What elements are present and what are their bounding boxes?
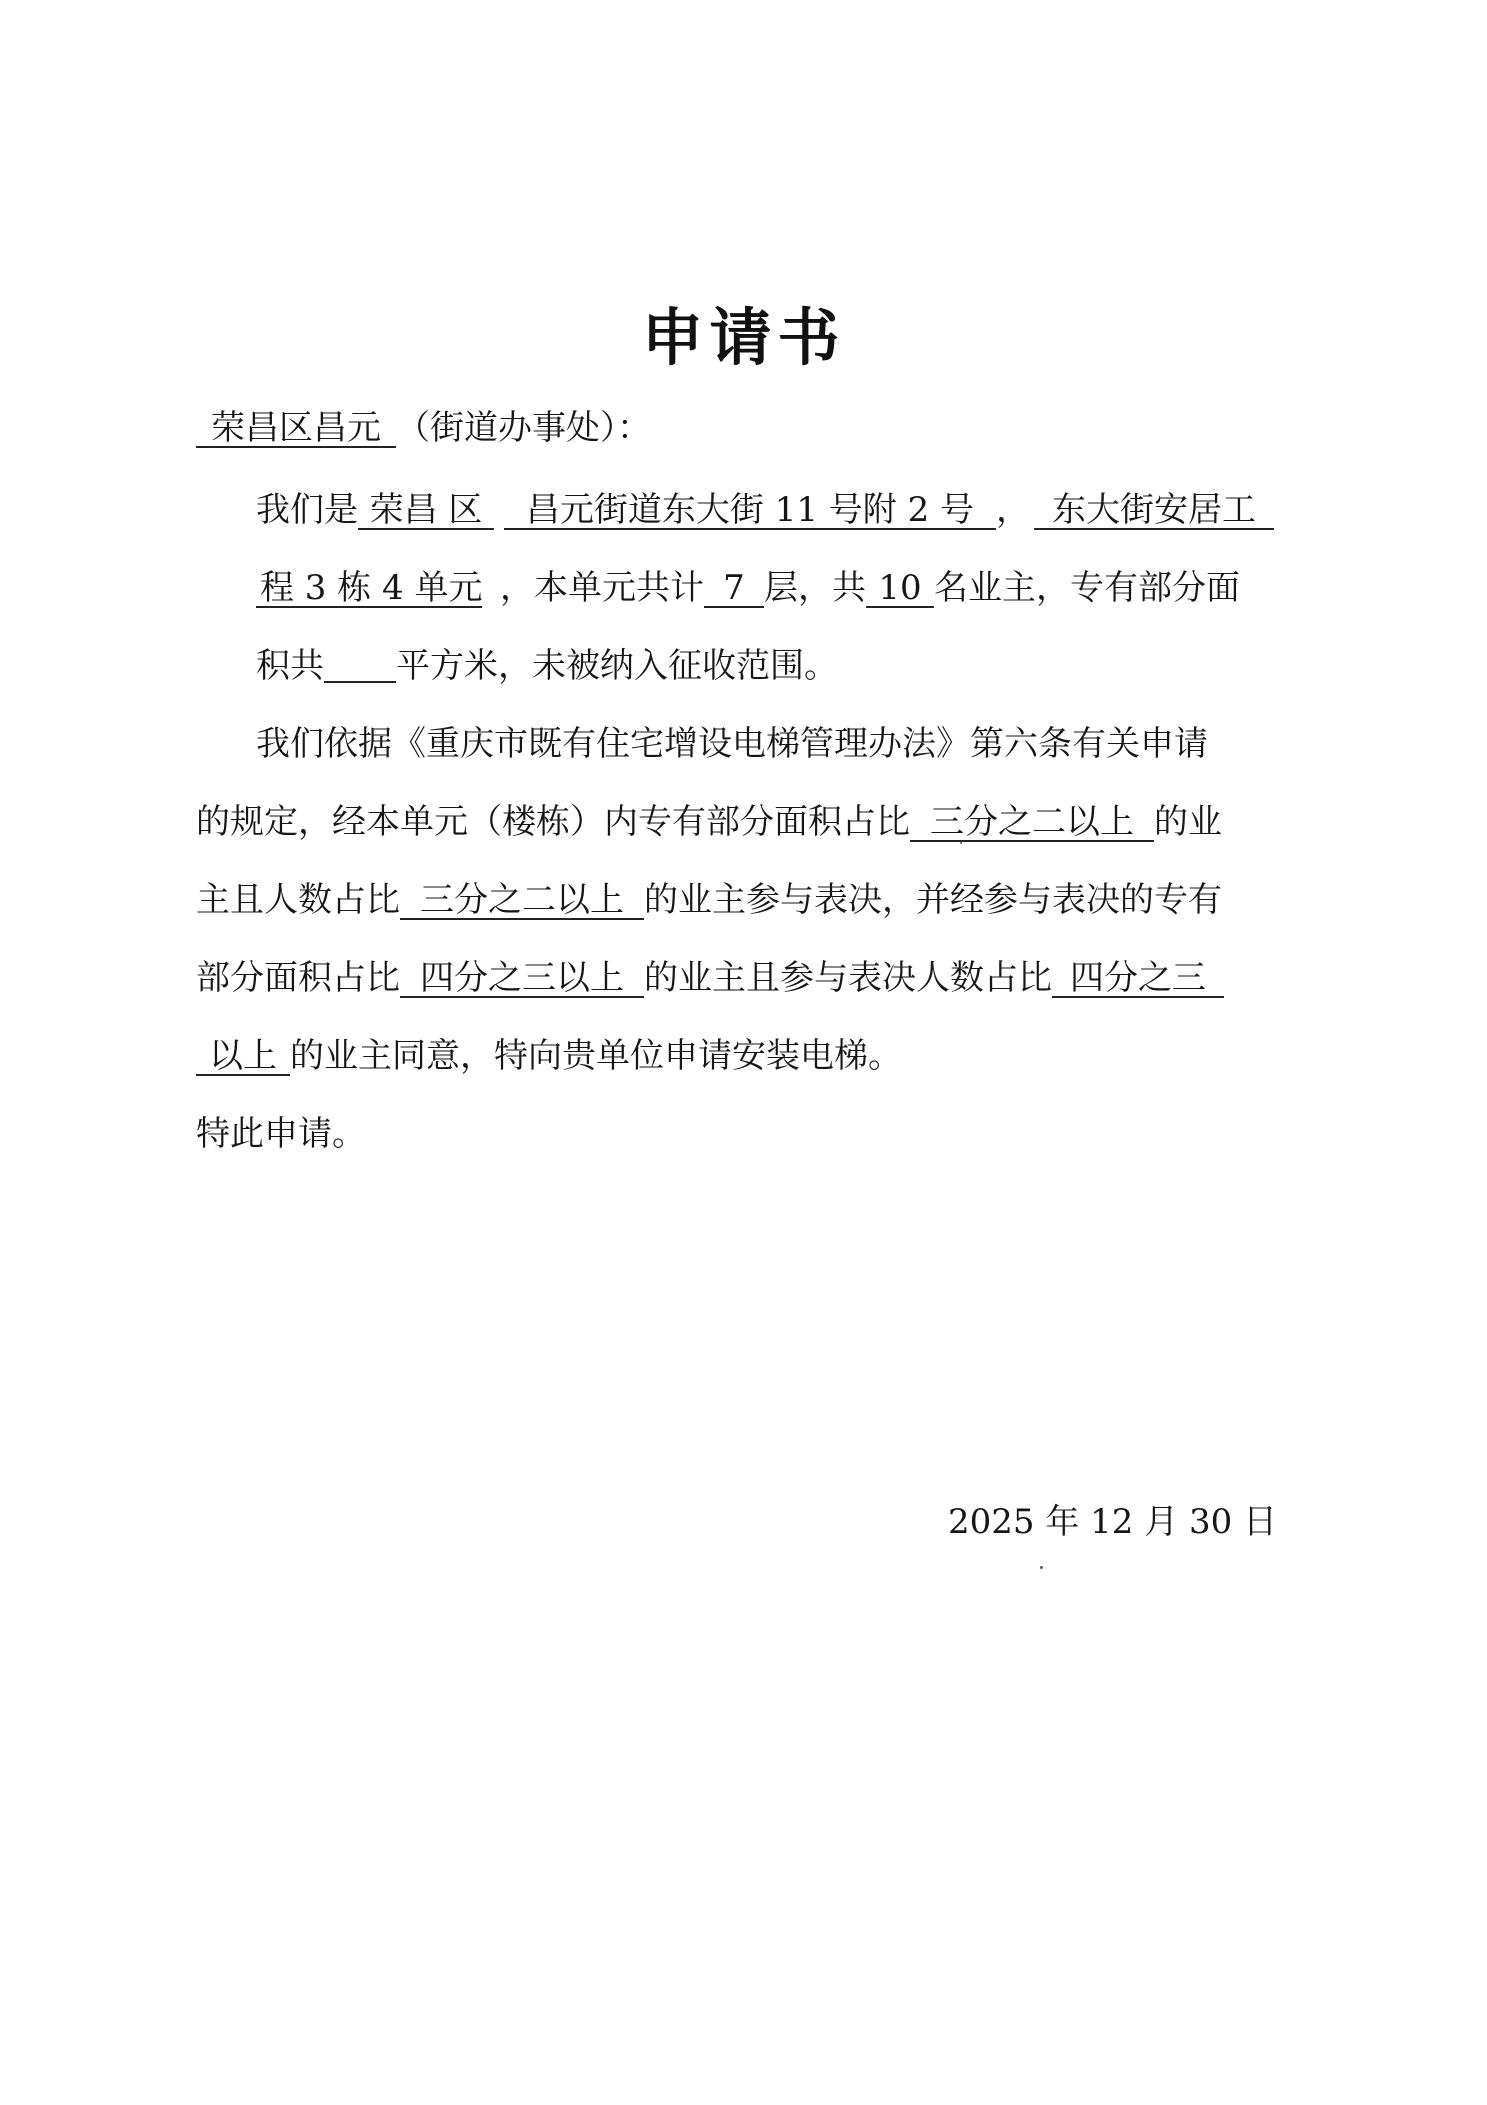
para2-line2 — [196, 800, 1222, 844]
para2-line4 — [196, 956, 1224, 1000]
scan-speck — [960, 842, 962, 844]
para1-text: ， — [996, 490, 1030, 530]
para2-line5 — [196, 1034, 902, 1078]
addressee-line — [196, 406, 651, 450]
para2-text: 的规定，经本单元（楼栋）内专有部分面积占比 — [196, 802, 910, 842]
para1-line2 — [256, 566, 1240, 610]
para1-text: 积共 — [256, 646, 324, 686]
people-participation-ratio: 三分之二以上 — [400, 882, 644, 920]
para2-text: 部分面积占比 — [196, 958, 400, 998]
floor-count-field: 7 — [704, 570, 764, 608]
area-participation-ratio: 三分之二以上 — [910, 804, 1154, 842]
people-consent-ratio-part1: 四分之三 — [1052, 960, 1224, 998]
para2-text: 的业主且参与表决人数占比 — [644, 958, 1052, 998]
building-field-part2: 程 3 栋 4 单元 — [256, 570, 482, 608]
para1-text: 名业主，专有部分面 — [934, 568, 1240, 608]
date-text: 2025 年 12 月 30 日 — [948, 1502, 1278, 1542]
para1-text: ，本单元共计 — [500, 568, 704, 608]
para1-text: 我们是 — [256, 490, 358, 530]
para2-line3 — [196, 878, 1222, 922]
para1-line1 — [256, 488, 1274, 532]
building-field-part1: 东大街安居工 — [1034, 492, 1274, 530]
para2-text: 主且人数占比 — [196, 880, 400, 920]
para2-line1: 我们依据《重庆市既有住宅增设电梯管理办法》第六条有关申请 — [256, 724, 1208, 764]
para1-text: 平方米，未被纳入征收范围。 — [396, 646, 838, 686]
para2-text: 的业主参与表决，并经参与表决的专有 — [644, 880, 1222, 920]
para1-text: 层，共 — [764, 568, 866, 608]
people-consent-ratio-part2: 以上 — [196, 1038, 290, 1076]
area-consent-ratio: 四分之三以上 — [400, 960, 644, 998]
document-title: 申请书 — [641, 301, 846, 374]
addressee-office: 荣昌区昌元 — [196, 410, 396, 448]
para2-text: 的业 — [1154, 802, 1222, 842]
district-field: 荣昌 区 — [358, 492, 494, 530]
scan-speck — [1040, 1566, 1043, 1569]
street-address-field: 昌元街道东大街 11 号附 2 号 — [504, 492, 996, 530]
area-field — [324, 647, 396, 683]
closing-text: 特此申请。 — [196, 1114, 366, 1154]
addressee-suffix: （街道办事处）： — [396, 408, 651, 448]
owner-count-field: 10 — [866, 570, 934, 608]
para1-line3 — [256, 644, 838, 688]
para2-text: 的业主同意，特向贵单位申请安装电梯。 — [290, 1036, 902, 1076]
